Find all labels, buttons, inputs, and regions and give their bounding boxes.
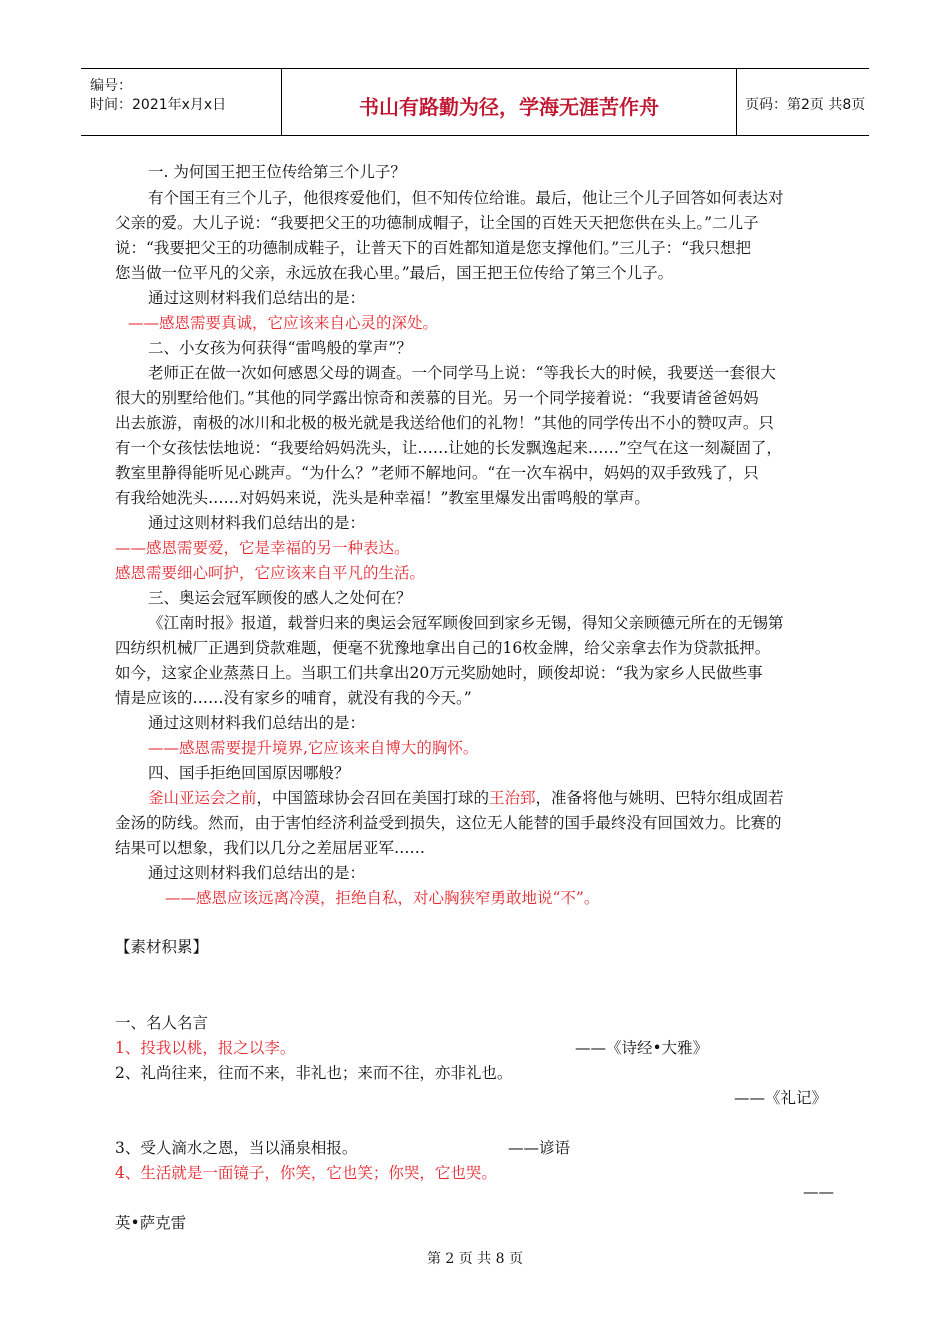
paragraph-text: ，中国篮球协会召回在美国打球的 — [256, 789, 490, 807]
quote-item: 2、礼尚往来，往而不来，非礼也；来而不往，亦非礼也。 — [115, 1064, 513, 1082]
conclusion-label: 通过这则材料我们总结出的是： — [148, 714, 366, 732]
header-info-cell — [81, 69, 281, 135]
section-1-title: 一. 为何国王把王位传给第三个儿子？ — [148, 163, 406, 181]
conclusion-label: 通过这则材料我们总结出的是： — [148, 289, 366, 307]
quote-source: ——《诗经•大雅》 — [575, 1039, 709, 1057]
paragraph-line: 有个国王有三个儿子，他很疼爱他们，但不知传位给谁。最后，他让三个儿子回答如何表达对 — [148, 189, 784, 207]
conclusion-answer: ——感恩应该远离冷漠，拒绝自私，对心胸狭窄勇敢地说“不”。 — [165, 889, 600, 907]
paragraph-line: 您当做一位平凡的父亲，永远放在我心里。”最后，国王把王位传给了第三个儿子。 — [115, 264, 674, 282]
quote-source: ——谚语 — [508, 1139, 571, 1157]
conclusion-answer: ——感恩需要爱，它是幸福的另一种表达。 — [115, 539, 410, 557]
section-2-title: 二、小女孩为何获得“雷鸣般的掌声”？ — [148, 339, 412, 357]
paragraph-text: ，准备将他与姚明、巴特尔组成固若 — [535, 789, 784, 807]
conclusion-label: 通过这则材料我们总结出的是： — [148, 514, 366, 532]
section-3-title: 三、奥运会冠军顾俊的感人之处何在？ — [148, 589, 412, 607]
conclusion-answer: ——感恩需要真诚，它应该来自心灵的深处。 — [128, 314, 439, 332]
conclusion-answer: 感恩需要细心呵护，它应该来自平凡的生活。 — [115, 564, 426, 582]
date-label: 时间：2021年x月x日 — [90, 97, 227, 113]
quote-source: 英•萨克雷 — [115, 1214, 187, 1232]
quotes-title: 一、名人名言 — [115, 1014, 209, 1032]
quote-item: 3、受人滴水之恩，当以涌泉相报。 — [115, 1139, 358, 1157]
quote-source: ——《礼记》 — [734, 1089, 828, 1107]
paragraph-line: 老师正在做一次如何感恩父母的调查。一个同学马上说：“等我长大的时候，我要送一套很大 — [148, 364, 776, 382]
quote-item: 1、投我以桃，报之以李。 — [115, 1039, 296, 1057]
paragraph-line: 出去旅游，南极的冰川和北极的极光就是我送给他们的礼物！”其他的同学传出不小的赞叹声。只 — [115, 414, 774, 432]
paragraph-line: 金汤的防线。然而，由于害怕经济利益受到损失，这位无人能替的国手最终没有回国效力。比赛的 — [115, 814, 782, 832]
paragraph-line: 《江南时报》报道，载誉归来的奥运会冠军顾俊回到家乡无锡，得知父亲顾德元所在的无锡第 — [148, 614, 784, 632]
quote-item: 4、生活就是一面镜子，你笑，它也笑；你哭，它也哭。 — [115, 1164, 497, 1182]
conclusion-answer: ——感恩需要提升境界,它应该来自博大的胸怀。 — [148, 739, 479, 757]
paragraph-line: 说：“我要把父王的功德制成鞋子，让普天下的百姓都知道是您支撑他们。”三儿子：“我只想把 — [115, 239, 752, 257]
conclusion-label: 通过这则材料我们总结出的是： — [148, 864, 366, 882]
page-footer: 第 2 页 共 8 页 — [426, 1251, 524, 1267]
paragraph-line: 如今，这家企业蒸蒸日上。当职工们共拿出20万元奖励她时，顾俊却说：“我为家乡人民做些事 — [115, 664, 763, 682]
paragraph-line: 有我给她洗头……对妈妈来说，洗头是种幸福！”教室里爆发出雷鸣般的掌声。 — [115, 489, 650, 507]
paragraph-line: 结果可以想象，我们以几分之差屈居亚军…… — [115, 839, 426, 857]
paragraph-line: 四纺织机械厂正遇到贷款难题，便毫不犹豫地拿出自己的16枚金牌，给父亲拿去作为贷款抵押。 — [115, 639, 771, 657]
header-motto-cell — [281, 69, 737, 135]
paragraph-line — [148, 788, 784, 808]
id-label: 编号： — [90, 78, 132, 94]
paragraph-line: 有一个女孩怯怯地说：“我要给妈妈洗头，让……让她的长发飘逸起来……”空气在这一刻凝固了， — [115, 439, 782, 457]
section-4-title: 四、国手拒绝回国原因哪般？ — [148, 764, 350, 782]
quote-dash: —— — [803, 1183, 834, 1201]
header-motto: 书山有路勤为径，学海无涯苦作舟 — [359, 95, 659, 119]
page-header — [81, 68, 869, 136]
paragraph-line: 情是应该的……没有家乡的哺育，就没有我的今天。” — [115, 689, 472, 707]
header-page-cell — [736, 69, 869, 135]
header-page-label: 页码：第2页 共8页 — [745, 97, 866, 113]
highlight-text: 王治郅 — [489, 789, 536, 807]
paragraph-line: 教室里静得能听见心跳声。“为什么？”老师不解地问。“在一次车祸中，妈妈的双手致残了，只 — [115, 464, 759, 482]
paragraph-line: 很大的别墅给他们。”其他的同学露出惊奇和羡慕的目光。另一个同学接着说：“我要请爸爸妈妈 — [115, 389, 759, 407]
highlight-text: 釜山亚运会之前 — [148, 789, 257, 807]
paragraph-line: 父亲的爱。大儿子说：“我要把父王的功德制成帽子，让全国的百姓天天把您供在头上。”二儿子 — [115, 214, 759, 232]
material-heading: 【素材积累】 — [115, 938, 209, 956]
